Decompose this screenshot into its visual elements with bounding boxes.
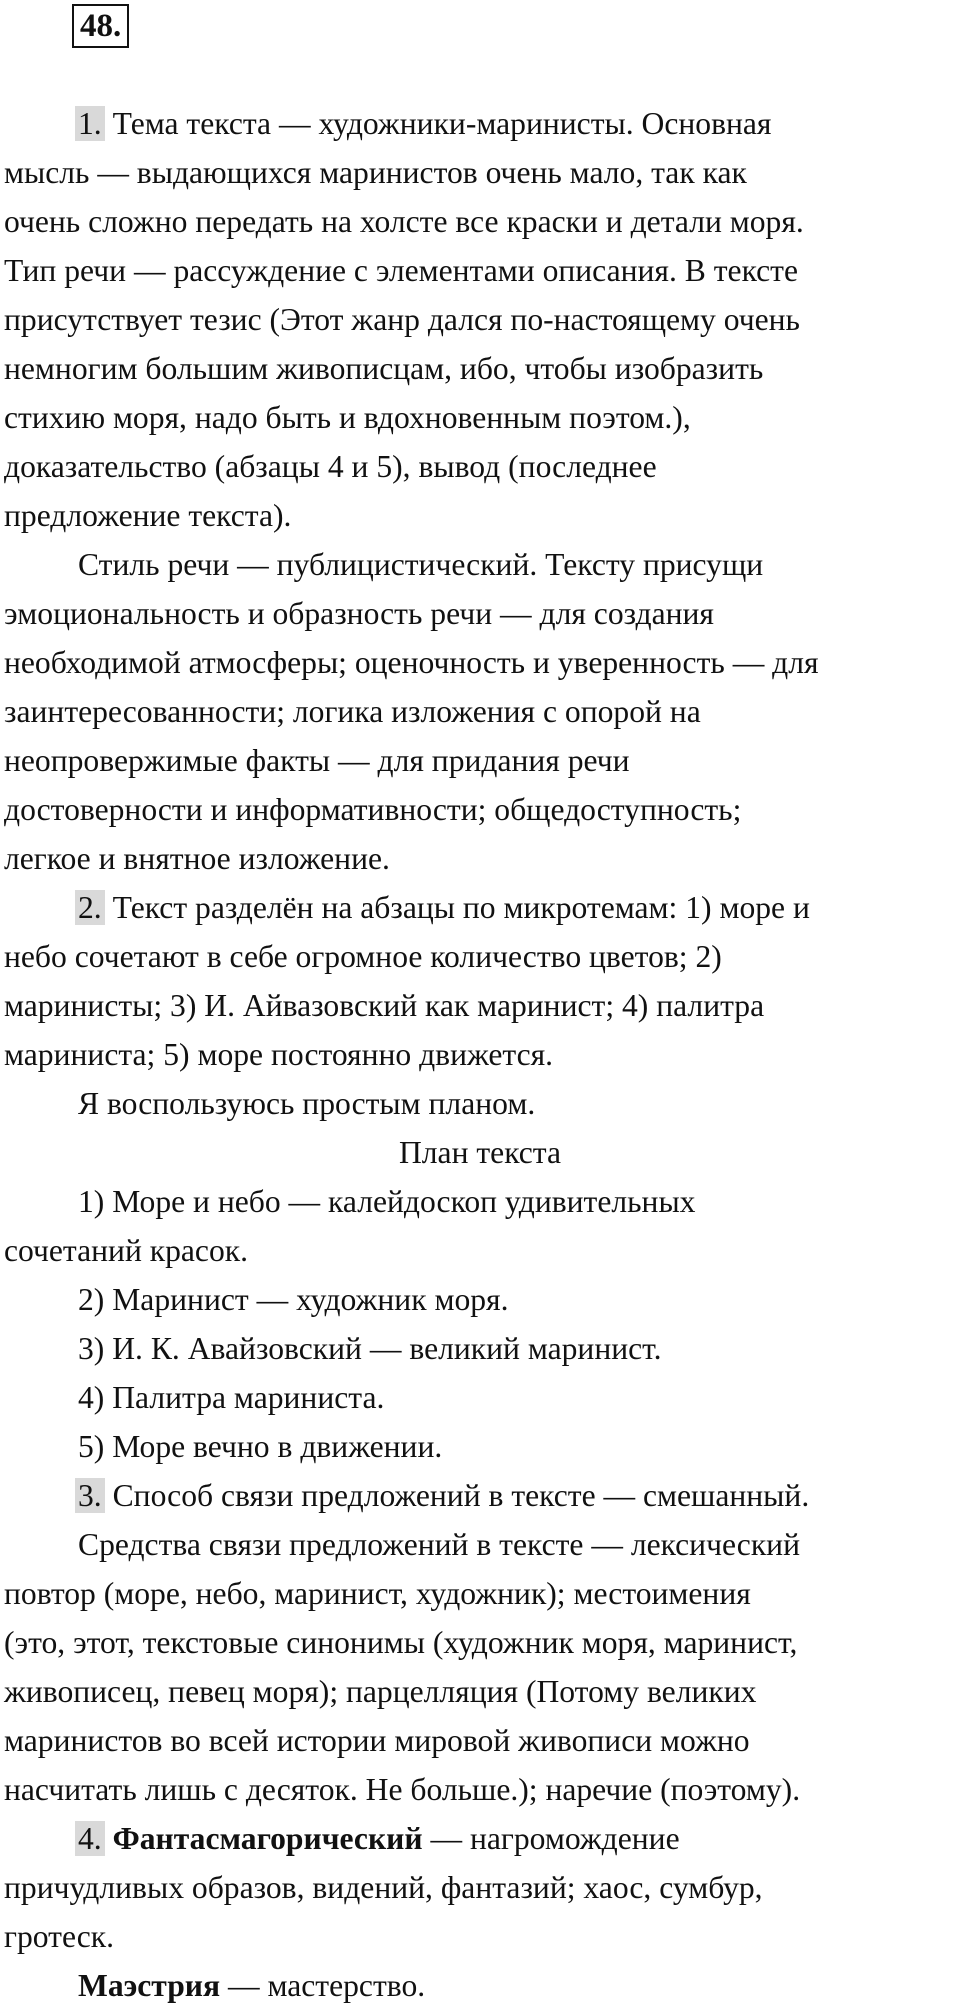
- section-2-text: Текст разделён на абзацы по микротемам: 1) море и: [112, 890, 810, 925]
- plan-item-2: 2) Маринист — художник моря.: [78, 1282, 509, 1317]
- plan-item-1-continued: сочетаний красок.: [4, 1233, 248, 1268]
- plan-item-5: 5) Море вечно в движении.: [78, 1429, 443, 1464]
- style-paragraph-line: эмоциональность и образность речи — для создания: [4, 596, 714, 631]
- section-1-line: стихию моря, надо быть и вдохновенным поэтом.),: [4, 400, 691, 435]
- section-4-number: 4.: [75, 1821, 105, 1856]
- section-2-line-1: [4, 883, 956, 932]
- section-1-line: очень сложно передать на холсте все краски и детали моря.: [4, 204, 804, 239]
- plan-intro: Я воспользуюсь простым планом.: [78, 1086, 536, 1121]
- means-paragraph-line: повтор (море, небо, маринист, художник); местоимения: [4, 1576, 751, 1611]
- task-number-box: 48.: [72, 4, 129, 48]
- section-3-line-1: [4, 1471, 956, 1520]
- means-paragraph-line: живописец, певец моря); парцелляция (Потому великих: [4, 1674, 757, 1709]
- term-fantasmagorical-definition: — нагромождение: [422, 1821, 680, 1856]
- plan-item-3: 3) И. К. Авайзовский — великий маринист.: [78, 1331, 662, 1366]
- style-paragraph-line: неопровержимые факты — для придания речи: [4, 743, 630, 778]
- section-1-line: немногим большим живописцам, ибо, чтобы изобразить: [4, 351, 764, 386]
- means-paragraph-line: (это, этот, текстовые синонимы (художник моря, маринист,: [4, 1625, 798, 1660]
- answer-content: [4, 99, 956, 2010]
- style-paragraph-line: заинтересованности; логика изложения с опорой на: [4, 694, 701, 729]
- section-3-number: 3.: [75, 1478, 105, 1513]
- section-2-line: маринисты; 3) И. Айвазовский как маринист; 4) палитра: [4, 988, 765, 1023]
- section-1-line: мысль — выдающихся маринистов очень мало, так как: [4, 155, 747, 190]
- plan-item-1: 1) Море и небо — калейдоскоп удивительных: [78, 1184, 696, 1219]
- section-1-line: присутствует тезис (Этот жанр дался по-настоящему очень: [4, 302, 800, 337]
- section-2-line: небо сочетают в себе огромное количество цветов; 2): [4, 939, 722, 974]
- section-3-text: Способ связи предложений в тексте — смешанный.: [112, 1478, 810, 1513]
- section-1-text: Тема текста — художники-маринисты. Основная: [112, 106, 772, 141]
- style-paragraph-line: достоверности и информативности; общедоступность;: [4, 792, 742, 827]
- section-4-line-1: [4, 1814, 956, 1863]
- term-maestria-definition: — мастерство.: [220, 1968, 426, 2003]
- section-4-line: причудливых образов, видений, фантазий; хаос, сумбур,: [4, 1870, 763, 1905]
- section-4-line: гротеск.: [4, 1919, 115, 1954]
- plan-title: План текста: [398, 1135, 562, 1170]
- style-paragraph-line: необходимой атмосферы; оценочность и уверенность — для: [4, 645, 819, 680]
- section-2-number: 2.: [75, 890, 105, 925]
- style-paragraph-line: Стиль речи — публицистический. Тексту присущи: [78, 547, 764, 582]
- section-1-line-1: [4, 99, 956, 148]
- section-2-line: мариниста; 5) море постоянно движется.: [4, 1037, 554, 1072]
- term-maestria-line: [4, 1961, 956, 2010]
- means-paragraph-line: маринистов во всей истории мировой живописи можно: [4, 1723, 750, 1758]
- term-maestria: Маэстрия: [78, 1968, 221, 2003]
- section-1-line: Тип речи — рассуждение с элементами описания. В тексте: [4, 253, 798, 288]
- section-1-line: предложение текста).: [4, 498, 292, 533]
- term-fantasmagorical: Фантасмагорический: [112, 1821, 423, 1856]
- means-paragraph-line: насчитать лишь с десяток. Не больше.); наречие (поэтому).: [4, 1772, 801, 1807]
- style-paragraph-line: легкое и внятное изложение.: [4, 841, 390, 876]
- section-1-line: доказательство (абзацы 4 и 5), вывод (последнее: [4, 449, 657, 484]
- section-1-number: 1.: [75, 106, 105, 141]
- means-paragraph-line: Средства связи предложений в тексте — лексический: [78, 1527, 800, 1562]
- plan-item-4: 4) Палитра мариниста.: [78, 1380, 385, 1415]
